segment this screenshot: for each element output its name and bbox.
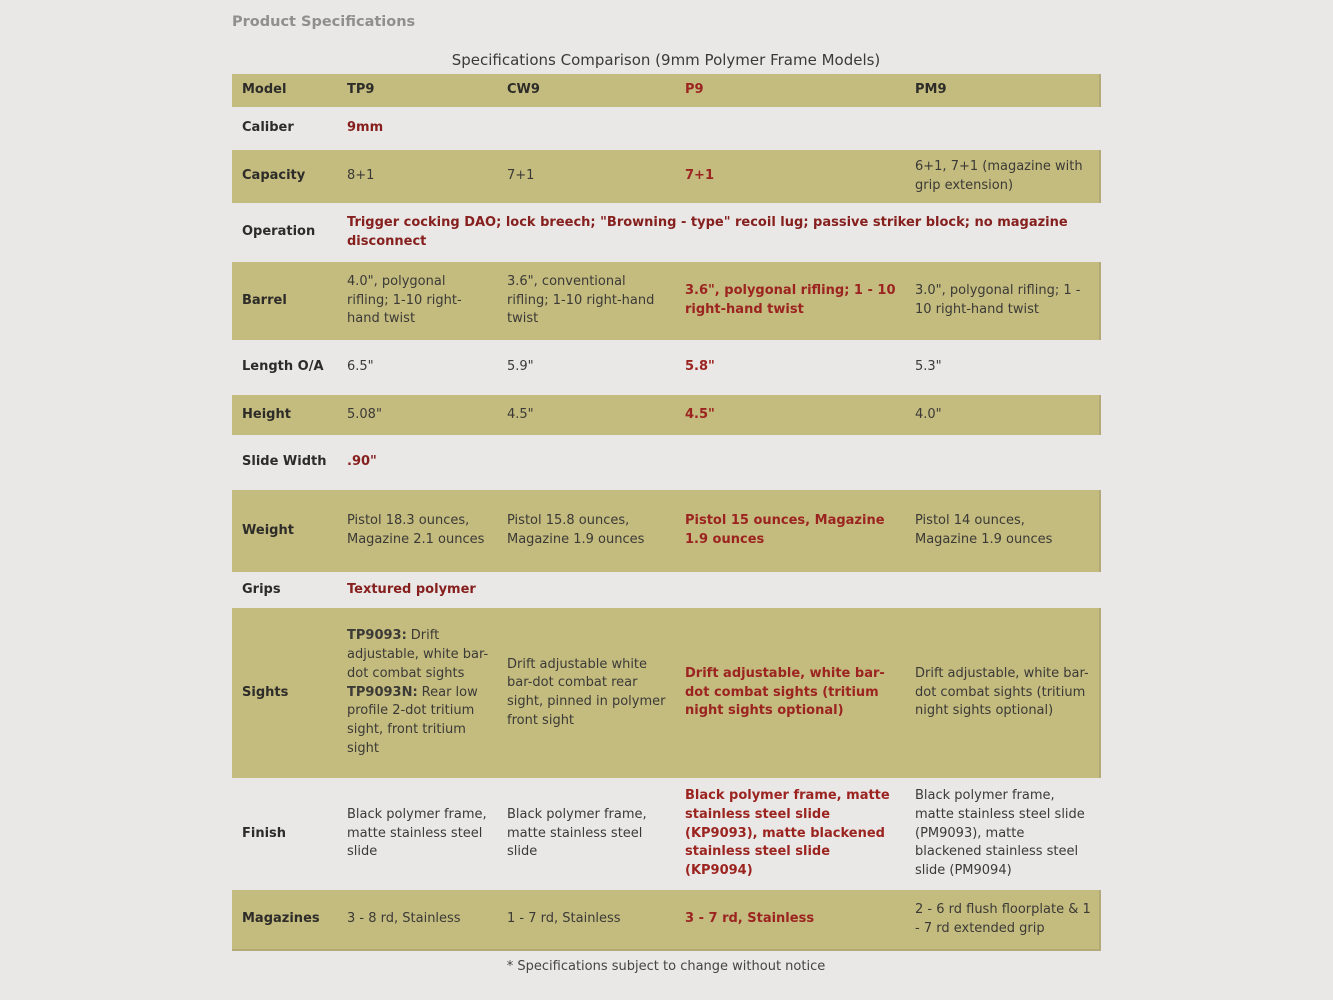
length-oa-pm9: 5.3" xyxy=(915,359,942,375)
barrel-tp9: 4.0", polygonal rifling; 1-10 right-hand twist xyxy=(339,262,499,340)
sights-pm9: Drift adjustable, white bar-dot combat sights (tritium night sights optional) xyxy=(907,608,1100,778)
barrel-pm9: 3.0", polygonal rifling; 1 - 10 right-hand twist xyxy=(907,262,1100,340)
sights-tp9093-line xyxy=(347,627,491,683)
weight-p9: Pistol 15 ounces, Magazine 1.9 ounces xyxy=(677,490,907,572)
row-label-sights: Sights xyxy=(232,608,339,778)
barrel-cw9: 3.6", conventional rifling; 1-10 right-hand twist xyxy=(499,262,677,340)
table-title: Specifications Comparison (9mm Polymer Frame Models) xyxy=(451,51,881,69)
table-row-height xyxy=(232,395,1100,435)
table-row-weight xyxy=(232,490,1100,572)
row-label-grips: Grips xyxy=(242,581,281,597)
sights-tp9093n-model: TP9093N: xyxy=(347,684,418,700)
row-label-model: Model xyxy=(232,74,339,107)
magazines-p9: 3 - 7 rd, Stainless xyxy=(677,890,907,950)
sights-p9: Drift adjustable, white bar-dot combat sights (tritium night sights optional) xyxy=(677,608,907,778)
weight-pm9: Pistol 14 ounces, Magazine 1.9 ounces xyxy=(907,490,1100,572)
magazines-cw9: 1 - 7 rd, Stainless xyxy=(499,890,677,950)
row-label-barrel: Barrel xyxy=(232,262,339,340)
row-label-weight: Weight xyxy=(232,490,339,572)
table-row-caliber xyxy=(232,107,1100,150)
row-label-capacity: Capacity xyxy=(232,150,339,203)
sights-tp9 xyxy=(339,608,499,778)
weight-cw9: Pistol 15.8 ounces, Magazine 1.9 ounces xyxy=(499,490,677,572)
row-label-slide-width: Slide Width xyxy=(242,454,327,470)
table-row-operation xyxy=(232,203,1100,262)
length-oa-cw9: 5.9" xyxy=(507,359,534,375)
operation-value: Trigger cocking DAO; lock breech; "Browning - type" recoil lug; passive striker block; no magazine disconnect xyxy=(347,214,1068,249)
model-name-p9: P9 xyxy=(677,74,907,107)
grips-value: Textured polymer xyxy=(347,581,476,597)
table-row-length-oa xyxy=(232,340,1100,395)
length-oa-p9: 5.8" xyxy=(685,359,715,375)
table-row-sights xyxy=(232,608,1100,778)
magazines-pm9: 2 - 6 rd flush floorplate & 1 - 7 rd extended grip xyxy=(907,890,1100,950)
caliber-value: 9mm xyxy=(347,120,384,136)
sights-tp9093n-text: Rear low profile 2-dot tritium sight, front tritium sight xyxy=(347,684,478,756)
table-row-barrel xyxy=(232,262,1100,340)
spec-comparison-table xyxy=(232,74,1101,951)
sights-tp9093-text: Drift adjustable, white bar-dot combat sights xyxy=(347,628,489,681)
row-label-length-oa: Length O/A xyxy=(242,359,324,375)
capacity-tp9: 8+1 xyxy=(339,150,499,203)
sights-cw9: Drift adjustable white bar-dot combat rear sight, pinned in polymer front sight xyxy=(499,608,677,778)
height-p9: 4.5" xyxy=(677,395,907,435)
height-tp9: 5.08" xyxy=(339,395,499,435)
height-pm9: 4.0" xyxy=(907,395,1100,435)
slide-width-value: .90" xyxy=(347,454,377,470)
row-label-operation: Operation xyxy=(242,224,316,240)
sights-tp9093-model: TP9093: xyxy=(347,628,407,644)
finish-p9: Black polymer frame, matte stainless steel slide (KP9093), matte blackened stainless steel slide (KP9094) xyxy=(685,788,890,879)
capacity-p9: 7+1 xyxy=(677,150,907,203)
table-row-capacity xyxy=(232,150,1100,203)
sights-tp9093n-line xyxy=(347,684,491,759)
barrel-p9: 3.6", polygonal rifling; 1 - 10 right-hand twist xyxy=(677,262,907,340)
table-row-finish xyxy=(232,778,1100,890)
weight-tp9: Pistol 18.3 ounces, Magazine 2.1 ounces xyxy=(339,490,499,572)
finish-pm9: Black polymer frame, matte stainless steel slide (PM9093), matte blackened stainless steel slide (PM9094) xyxy=(915,788,1085,879)
table-row-grips xyxy=(232,572,1100,608)
magazines-tp9: 3 - 8 rd, Stainless xyxy=(339,890,499,950)
table-row-slide-width xyxy=(232,435,1100,490)
finish-cw9: Black polymer frame, matte stainless steel slide xyxy=(507,806,647,860)
row-label-height: Height xyxy=(232,395,339,435)
capacity-cw9: 7+1 xyxy=(499,150,677,203)
row-label-magazines: Magazines xyxy=(232,890,339,950)
model-name-tp9: TP9 xyxy=(339,74,499,107)
table-row-model xyxy=(232,74,1100,107)
row-label-finish: Finish xyxy=(242,825,287,841)
length-oa-tp9: 6.5" xyxy=(347,359,374,375)
finish-tp9: Black polymer frame, matte stainless steel slide xyxy=(347,806,487,860)
specs-footnote: * Specifications subject to change without notice xyxy=(506,959,826,974)
model-name-cw9: CW9 xyxy=(499,74,677,107)
row-label-caliber: Caliber xyxy=(242,120,294,136)
model-name-pm9: PM9 xyxy=(907,74,1100,107)
table-row-magazines xyxy=(232,890,1100,950)
height-cw9: 4.5" xyxy=(499,395,677,435)
section-heading: Product Specifications xyxy=(232,14,416,30)
capacity-pm9: 6+1, 7+1 (magazine with grip extension) xyxy=(907,150,1100,203)
